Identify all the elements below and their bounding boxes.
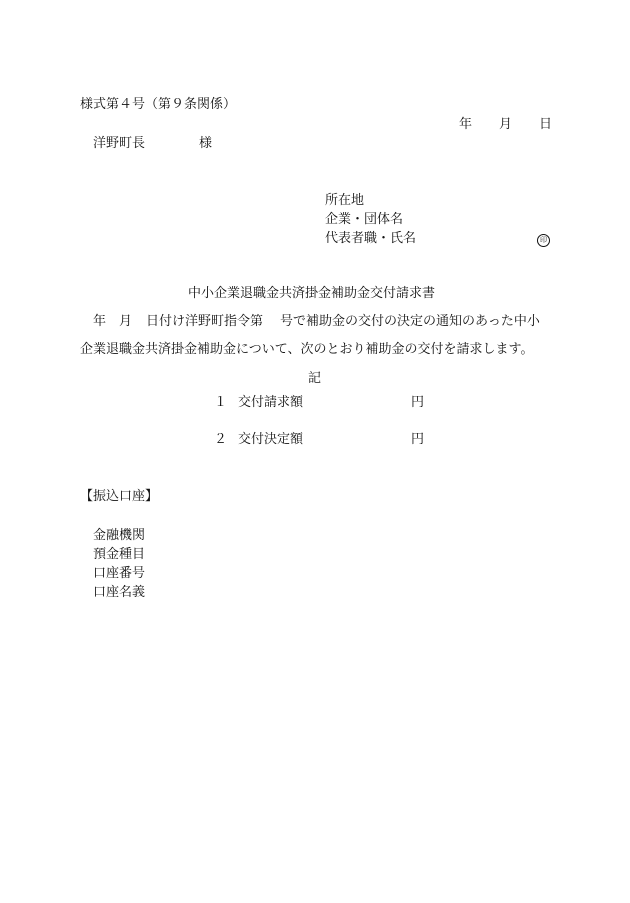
seal-icon <box>537 232 550 247</box>
item-label: 交付請求額 <box>238 395 304 410</box>
bank-field: 金融機関 <box>93 528 146 543</box>
date-month-label: 月 <box>499 117 513 132</box>
bank-field: 預金種目 <box>93 547 146 562</box>
body-month: 月 <box>119 314 133 329</box>
item-unit: 円 <box>411 432 425 447</box>
item-number: １ <box>214 395 228 410</box>
item-number: ２ <box>214 432 228 447</box>
representative-label: 代表者職・氏名 <box>325 231 417 246</box>
body-line2: 企業退職金共済掛金補助金について、次のとおり補助金の交付を請求します。 <box>80 342 534 357</box>
org-name-label: 企業・団体名 <box>325 212 404 227</box>
address-label: 所在地 <box>325 193 365 208</box>
bank-heading: 【振込口座】 <box>80 489 159 504</box>
date-year-label: 年 <box>459 117 473 132</box>
form-number: 様式第４号（第９条関係） <box>80 97 237 112</box>
seal-mark: 印 <box>537 234 550 247</box>
ki-heading: 記 <box>308 371 322 386</box>
document-title: 中小企業退職金共済掛金補助金交付請求書 <box>188 286 436 301</box>
item-label: 交付決定額 <box>238 432 304 447</box>
item-unit: 円 <box>411 395 425 410</box>
body-line1-rest: 号で補助金の交付の決定の通知のあった中小 <box>280 314 540 329</box>
bank-field: 口座番号 <box>93 566 146 581</box>
honorific: 様 <box>199 136 213 151</box>
body-year: 年 <box>93 314 107 329</box>
bank-field: 口座名義 <box>93 585 146 600</box>
addressee: 洋野町長 <box>93 136 146 151</box>
body-directive: 日付け洋野町指令第 <box>146 314 264 329</box>
date-day-label: 日 <box>539 117 553 132</box>
